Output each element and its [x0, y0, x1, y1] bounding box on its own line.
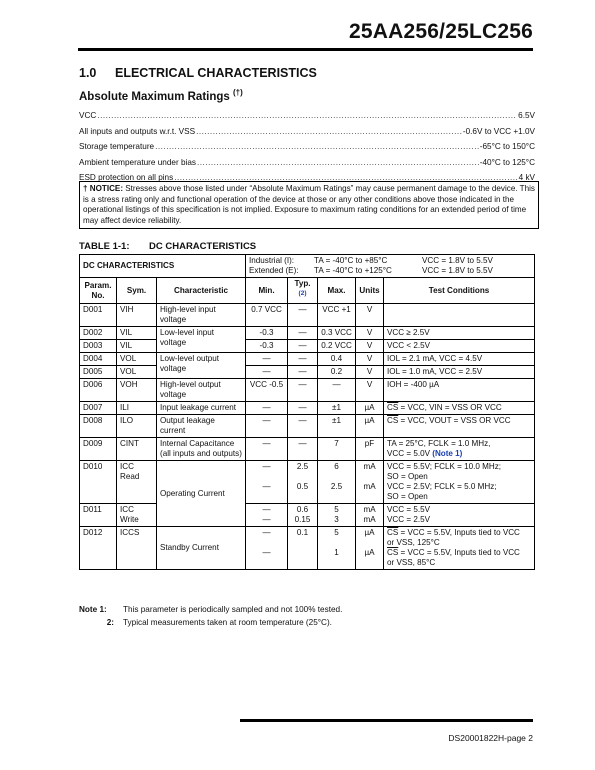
rating-value: 6.5V — [518, 111, 535, 121]
column-header: Max. — [318, 278, 356, 304]
absolute-max-title: Absolute Maximum Ratings — [79, 90, 230, 103]
rating-row — [79, 108, 535, 124]
table-row: D012 ICCS Standby Current — — 0.1 5 1 µA µA $\overline{CS}$ = VCC = 5.5V, Inputs tied to VCC or VSS, 125°C $\overline{CS}$ = VCC = 5.5V, Inputs tied to VCC or VSS, 85°C — [80, 527, 535, 570]
dc-characteristics-table — [79, 254, 535, 570]
stress-notice — [79, 181, 539, 229]
absolute-max-heading — [79, 88, 243, 103]
column-header: Min. — [246, 278, 288, 304]
table-title: DC CHARACTERISTICS — [149, 241, 257, 252]
dagger-mark: (†) — [233, 88, 243, 97]
table-row: D005 VOL — — 0.2 V IOL = 1.0 mA, VCC = 2.5V — [80, 366, 535, 379]
rating-label: VCC — [79, 111, 97, 121]
table-header-title: DC CHARACTERISTICS — [80, 255, 246, 278]
column-header: Sym. — [117, 278, 157, 304]
column-header: Units — [356, 278, 384, 304]
table-header-row — [80, 255, 535, 278]
note-item: 2: Typical measurements taken at room temperature (25°C). — [106, 617, 332, 627]
note-item: Note 1: This parameter is periodically sampled and not 100% tested. — [79, 605, 343, 614]
table-row: D002 VIL Low-level input voltage -0.3 — 0.3 VCC V VCC ≥ 2.5V — [80, 327, 535, 340]
rating-row — [79, 139, 535, 155]
section-number: 1.0 — [79, 66, 97, 80]
column-header-row — [80, 278, 535, 304]
table-row: D004 VOL Low-level output voltage — — 0.4 V IOL = 2.1 mA, VCC = 4.5V — [80, 353, 535, 366]
rating-value: -0.6V to VCC +1.0V — [462, 126, 535, 136]
table-caption — [79, 241, 256, 252]
column-header: Typ.$^{(2)}$ — [288, 278, 318, 304]
rating-row — [79, 124, 535, 140]
header-rule — [78, 48, 533, 51]
table-row: D001 VIH High-level input voltage 0.7 VCC — VCC +1 V — [80, 304, 535, 327]
rating-value: -65°C to 150°C — [479, 142, 535, 152]
section-heading — [79, 66, 317, 80]
footer-rule — [240, 719, 533, 722]
table-row: D011 ICC Write — — 0.6 0.15 5 3 mA mA VCC = 5.5V VCC = 2.5V — [80, 504, 535, 527]
rating-label: Ambient temperature under bias — [79, 157, 196, 167]
table-row: D006 VOH High-level output voltage VCC -0.5 — — V IOH = -400 µA — [80, 379, 535, 402]
column-header: Param. No. — [80, 278, 117, 304]
rating-label: Storage temperature — [79, 142, 155, 152]
rating-label: ESD protection on all pins — [79, 173, 174, 183]
ratings-list — [79, 108, 535, 186]
section-title: ELECTRICAL CHARACTERISTICS — [115, 66, 317, 80]
rating-value: 4 kV — [518, 173, 535, 183]
notice-label: † NOTICE: — [83, 184, 124, 193]
column-header: Test Conditions — [384, 278, 535, 304]
table-row: D010 ICC Read Operating Current — — 2.5 0.5 6 2.5 mA mA VCC = 5.5V; FCLK = 10.0 MHz; SO = Open VCC = 2.5V; FCLK = 5.0 MHz; SO = Open — [80, 461, 535, 504]
operating-conditions: Industrial (I): TA = -40°C to +85°C VCC = 1.8V to 5.5V Extended (E): TA = -40°C to +125°C VCC = 1.8V to 5.5V — [246, 255, 535, 278]
table-notes — [79, 604, 342, 629]
rating-value: -40°C to 125°C — [479, 157, 535, 167]
notice-text: Stresses above those listed under “Absolute Maximum Ratings” may cause permanent damage to the device. This is a stress rating only and functional operation of the device at those or any other conditions above those indicated in the operational listings of this specification is not implied. Exposure to maximum rating conditions for an extended period of time may affect device reliability. — [83, 184, 535, 225]
column-header: Characteristic — [157, 278, 246, 304]
page-footer: DS20001822H-page 2 — [448, 733, 533, 743]
rating-label: All inputs and outputs w.r.t. VSS — [79, 126, 196, 136]
rating-row — [79, 155, 535, 171]
table-row: D009 CINT Internal Capacitance (all inputs and outputs) — — 7 pF TA = 25°C, FCLK = 1.0 MHz, VCC = 5.0V (Note 1) — [80, 438, 535, 461]
table-row: D003 VIL -0.3 — 0.2 VCC V VCC < 2.5V — [80, 340, 535, 353]
document-title: 25AA256/25LC256 — [349, 20, 533, 43]
note-1-link[interactable]: (Note 1) — [432, 449, 463, 458]
table-row: D008 ILO Output leakage current — — ±1 µA $\overline{CS}$ = VCC, VOUT = VSS OR VCC — [80, 415, 535, 438]
table-row: D007 ILI Input leakage current — — ±1 µA $\overline{CS}$ = VCC, VIN = VSS OR VCC — [80, 402, 535, 415]
table-number: TABLE 1-1: — [79, 241, 130, 252]
